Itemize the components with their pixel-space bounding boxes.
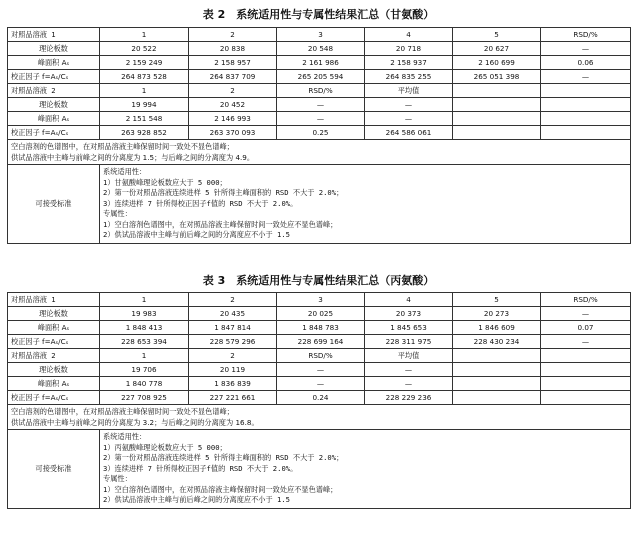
empty-cell [541, 84, 631, 98]
table-row [8, 405, 631, 430]
note-line: 供试品溶液中主峰与前峰之间的分离度为 3.2；与后峰之间的分离度为 16.8。 [11, 418, 259, 427]
cell: 265 051 398 [453, 70, 541, 84]
table-row [8, 112, 631, 126]
table-2 [7, 27, 631, 244]
header-cell: 4 [365, 28, 453, 42]
criteria-label: 可接受标准 [8, 430, 100, 509]
cell: 2 161 986 [277, 56, 365, 70]
header-cell: 2 [189, 349, 277, 363]
table-row [8, 391, 631, 405]
cell: 228 229 236 [365, 391, 453, 405]
header-cell: 对照品溶液 2 [8, 84, 100, 98]
cell: 264 837 709 [189, 70, 277, 84]
table-row [8, 42, 631, 56]
cell: 20 119 [189, 363, 277, 377]
header-cell: 1 [100, 349, 189, 363]
cell: — [365, 377, 453, 391]
header-cell: 3 [277, 293, 365, 307]
cell: — [277, 98, 365, 112]
row-label: 峰面积 Aₛ [8, 56, 100, 70]
empty-cell [453, 363, 541, 377]
header-cell: 平均值 [365, 349, 453, 363]
cell: 0.25 [277, 126, 365, 140]
cell: — [365, 112, 453, 126]
cell: 265 205 594 [277, 70, 365, 84]
cell: 264 835 255 [365, 70, 453, 84]
note-line: 供试品溶液中主峰与前峰之间的分离度为 1.5；与后峰之间的分离度为 4.9。 [11, 153, 255, 162]
header-cell: 对照品溶液 1 [8, 28, 100, 42]
table-row [8, 293, 631, 307]
cell: 263 370 093 [189, 126, 277, 140]
row-label: 峰面积 Aₛ [8, 112, 100, 126]
header-cell: 3 [277, 28, 365, 42]
empty-cell [541, 126, 631, 140]
cell: — [365, 98, 453, 112]
table-row [8, 165, 631, 244]
cell: 263 928 852 [100, 126, 189, 140]
criteria-line: 1）空白溶剂色谱图中，在对照品溶液主峰保留时间一致处应不显色谱峰； [103, 219, 338, 229]
cell: 2 160 699 [453, 56, 541, 70]
row-label: 校正因子 f=Aₛ/Cₛ [8, 391, 100, 405]
empty-cell [453, 98, 541, 112]
cell: — [541, 335, 631, 349]
table-3 [7, 292, 631, 509]
header-cell: 2 [189, 28, 277, 42]
criteria-line: 专属性： [103, 474, 132, 483]
header-cell: 1 [100, 293, 189, 307]
empty-cell [541, 349, 631, 363]
row-label: 峰面积 Aₛ [8, 321, 100, 335]
cell: 2 158 957 [189, 56, 277, 70]
header-cell: 5 [453, 293, 541, 307]
cell: 19 706 [100, 363, 189, 377]
cell: 1 840 778 [100, 377, 189, 391]
table-row [8, 377, 631, 391]
criteria-line: 2）第一份对照品溶液连续进样 5 针所得主峰面积的 RSD 不大于 2.0%； [103, 188, 344, 197]
header-cell: RSD/% [541, 293, 631, 307]
row-label: 校正因子 f=Aₛ/Cₛ [8, 335, 100, 349]
header-cell: 5 [453, 28, 541, 42]
cell: 20 548 [277, 42, 365, 56]
criteria-line: 2）第一份对照品溶液连续进样 5 针所得主峰面积的 RSD 不大于 2.0%； [103, 453, 344, 462]
empty-cell [541, 391, 631, 405]
cell: — [277, 377, 365, 391]
table-row [8, 28, 631, 42]
table-row [8, 349, 631, 363]
cell: 228 430 234 [453, 335, 541, 349]
cell: — [541, 42, 631, 56]
cell: 20 435 [189, 307, 277, 321]
cell: 20 627 [453, 42, 541, 56]
row-label: 理论板数 [8, 363, 100, 377]
table-row [8, 430, 631, 509]
cell: 264 873 528 [100, 70, 189, 84]
cell: 20 452 [189, 98, 277, 112]
cell: 1 848 783 [277, 321, 365, 335]
cell: — [541, 307, 631, 321]
row-label: 理论板数 [8, 307, 100, 321]
header-cell: 2 [189, 293, 277, 307]
cell: 2 146 993 [189, 112, 277, 126]
cell: 228 699 164 [277, 335, 365, 349]
cell: 228 579 296 [189, 335, 277, 349]
table-row [8, 84, 631, 98]
table-row [8, 56, 631, 70]
cell: 1 847 814 [189, 321, 277, 335]
table-row [8, 335, 631, 349]
cell: 228 653 394 [100, 335, 189, 349]
cell: 264 586 061 [365, 126, 453, 140]
cell: 1 848 413 [100, 321, 189, 335]
empty-cell [453, 391, 541, 405]
empty-cell [453, 84, 541, 98]
table-row [8, 98, 631, 112]
criteria-text [100, 430, 631, 509]
empty-cell [453, 126, 541, 140]
row-label: 理论板数 [8, 42, 100, 56]
empty-cell [541, 98, 631, 112]
cell: 19 983 [100, 307, 189, 321]
cell: 1 836 839 [189, 377, 277, 391]
row-label: 校正因子 f=Aₛ/Cₛ [8, 70, 100, 84]
empty-cell [453, 349, 541, 363]
criteria-line: 3）连续进样 7 针所得校正因子f值的 RSD 不大于 2.0%。 [103, 198, 298, 208]
row-label: 理论板数 [8, 98, 100, 112]
table-row [8, 321, 631, 335]
cell: 20 373 [365, 307, 453, 321]
header-cell: 平均值 [365, 84, 453, 98]
empty-cell [453, 112, 541, 126]
header-cell: RSD/% [541, 28, 631, 42]
header-cell: 对照品溶液 1 [8, 293, 100, 307]
cell: 20 522 [100, 42, 189, 56]
cell: 19 994 [100, 98, 189, 112]
cell: 2 151 548 [100, 112, 189, 126]
cell: 227 708 925 [100, 391, 189, 405]
cell: 0.06 [541, 56, 631, 70]
cell: — [541, 70, 631, 84]
table-row [8, 70, 631, 84]
criteria-line: 2）供试品溶液中主峰与前后峰之间的分离度应不小于 1.5 [103, 495, 290, 504]
header-cell: 1 [100, 28, 189, 42]
criteria-label: 可接受标准 [8, 165, 100, 244]
cell: 20 273 [453, 307, 541, 321]
cell: 0.24 [277, 391, 365, 405]
results-note [8, 405, 631, 430]
header-cell: RSD/% [277, 349, 365, 363]
cell: 0.07 [541, 321, 631, 335]
header-cell: 2 [189, 84, 277, 98]
row-label: 校正因子 f=Aₛ/Cₛ [8, 126, 100, 140]
header-cell: RSD/% [277, 84, 365, 98]
note-line: 空白溶剂的色谱图中，在对照品溶液主峰保留时间一致处不显色谱峰； [11, 142, 234, 151]
cell: 1 845 653 [365, 321, 453, 335]
cell: 2 159 249 [100, 56, 189, 70]
cell: 228 311 975 [365, 335, 453, 349]
row-label: 峰面积 Aₛ [8, 377, 100, 391]
header-cell: 对照品溶液 2 [8, 349, 100, 363]
cell: — [277, 112, 365, 126]
criteria-line: 系统适用性： [103, 167, 147, 176]
cell: 1 846 609 [453, 321, 541, 335]
table-row [8, 126, 631, 140]
criteria-line: 3）连续进样 7 针所得校正因子f值的 RSD 不大于 2.0%。 [103, 463, 298, 473]
table-row [8, 140, 631, 165]
cell: — [277, 363, 365, 377]
criteria-text [100, 165, 631, 244]
header-cell: 4 [365, 293, 453, 307]
empty-cell [453, 377, 541, 391]
cell: 2 158 937 [365, 56, 453, 70]
criteria-line: 1）甘氨酸峰理论板数应大于 5 000； [103, 177, 227, 187]
criteria-line: 系统适用性： [103, 432, 147, 441]
cell: — [365, 363, 453, 377]
table-row [8, 307, 631, 321]
results-note [8, 140, 631, 165]
criteria-line: 1）丙氨酸峰理论板数应大于 5 000； [103, 442, 227, 452]
cell: 20 718 [365, 42, 453, 56]
cell: 227 221 661 [189, 391, 277, 405]
table-2-title: 表 2 系统适用性与专属性结果汇总（甘氨酸） [202, 8, 435, 21]
note-line: 空白溶剂的色谱图中，在对照品溶液主峰保留时间一致处不显色谱峰； [11, 407, 234, 416]
header-cell: 1 [100, 84, 189, 98]
cell: 20 838 [189, 42, 277, 56]
empty-cell [541, 363, 631, 377]
criteria-line: 专属性： [103, 209, 132, 218]
empty-cell [541, 377, 631, 391]
table-row [8, 363, 631, 377]
criteria-line: 2）供试品溶液中主峰与前后峰之间的分离度应不小于 1.5 [103, 230, 290, 239]
cell: 20 025 [277, 307, 365, 321]
empty-cell [541, 112, 631, 126]
criteria-line: 1）空白溶剂色谱图中，在对照品溶液主峰保留时间一致处应不显色谱峰； [103, 484, 338, 494]
table-3-title: 表 3 系统适用性与专属性结果汇总（丙氨酸） [202, 274, 435, 287]
